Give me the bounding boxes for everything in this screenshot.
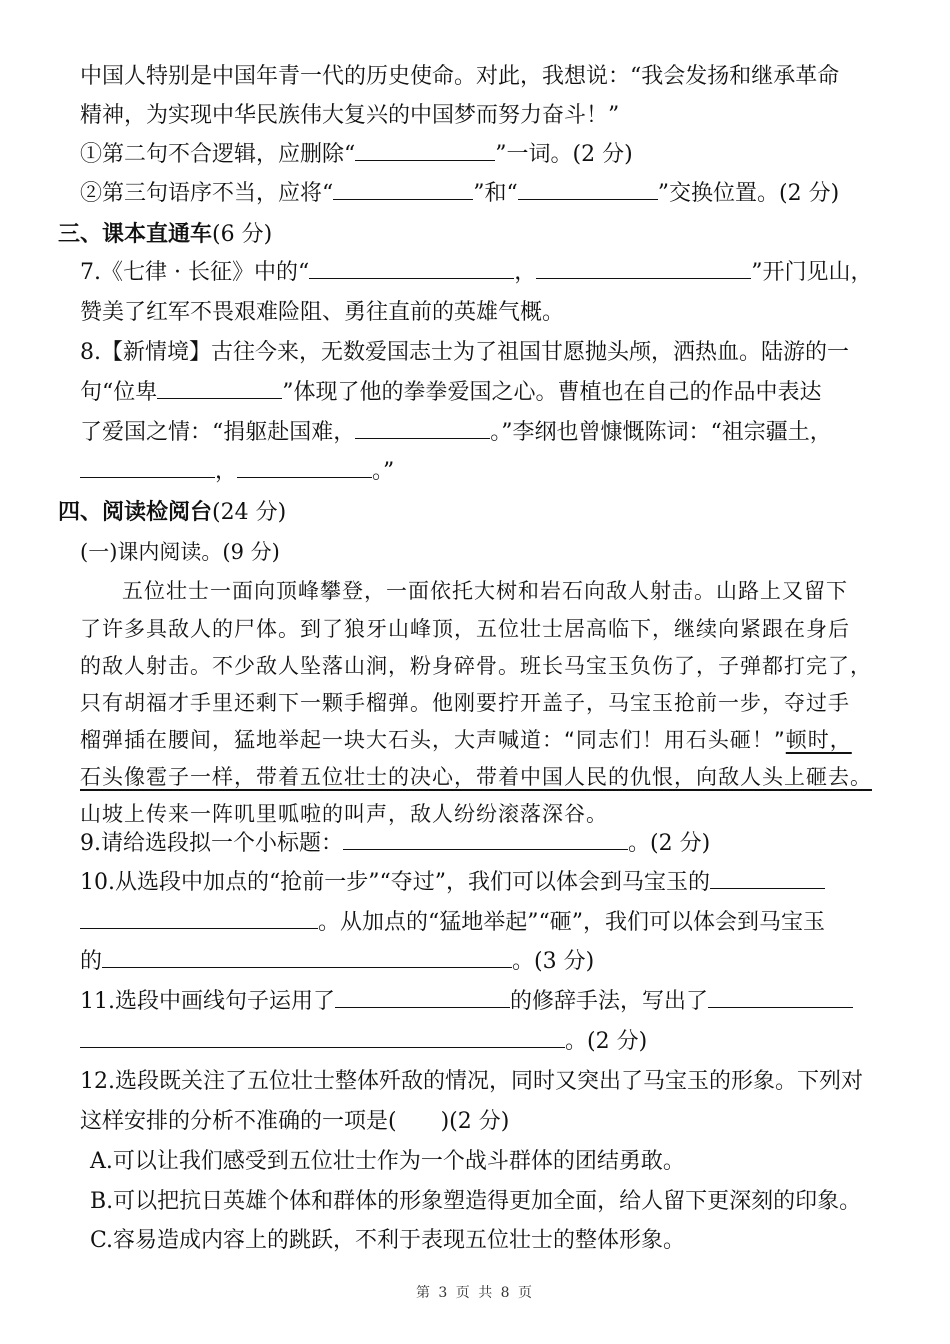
part-heading: (一)课内阅读。(9 分) bbox=[80, 540, 280, 564]
answer-blank[interactable] bbox=[355, 140, 495, 161]
question-9: 9.请给选段拟一个小标题： 。(2 分) bbox=[80, 831, 711, 856]
question-8: 8.【新情境】古往今来，无数爱国志士为了祖国甘愿抛头颅，洒热血。陆游的一 bbox=[80, 340, 849, 365]
text-line: 句“位卑 ”体现了他的拳拳爱国之心。曹植也在自己的作品中表达 bbox=[80, 380, 822, 405]
section-heading: 三、课本直通车(6 分) bbox=[58, 221, 273, 247]
text-line: 了爱国之情：“捐躯赴国难， 。”李纲也曾慷慨陈词：“祖宗疆土， bbox=[80, 420, 832, 445]
answer-blank[interactable] bbox=[157, 378, 282, 399]
text-line: 精神，为实现中华民族伟大复兴的中国梦而努力奋斗！” bbox=[80, 103, 620, 128]
passage-line: 了许多具敌人的尸体。到了狼牙山峰顶，五位壮士居高临下，继续向紧跟在身后 bbox=[80, 617, 850, 641]
answer-blank[interactable] bbox=[80, 457, 215, 478]
question-line: ①第二句不合逻辑，应删除“ ”一词。(2 分) bbox=[80, 142, 633, 167]
text-line: 的 。(3 分) bbox=[80, 949, 595, 974]
passage-line: 只有胡福才手里还剩下一颗手榴弹。他刚要拧开盖子，马宝玉抢前一步，夺过手 bbox=[80, 691, 850, 715]
text-line: 。从加点的“猛地举起”“砸”，我们可以体会到马宝玉 bbox=[80, 908, 892, 938]
underlined-sentence: 顿时， bbox=[785, 728, 852, 752]
answer-blank[interactable] bbox=[333, 179, 473, 200]
section-heading: 四、阅读检阅台(24 分) bbox=[58, 499, 287, 525]
answer-blank[interactable] bbox=[708, 987, 853, 1008]
passage-line: 榴弹插在腰间，猛地举起一块大石头，大声喊道：“同志们！用石头砸！”顿时， bbox=[80, 728, 852, 752]
text-line: 这样安排的分析不准确的一项是( )(2 分) bbox=[80, 1109, 510, 1134]
answer-blank[interactable] bbox=[102, 947, 512, 968]
text-line: 中国人特别是中国年青一代的历史使命。对此，我想说：“我会发扬和继承革命 bbox=[80, 64, 840, 89]
text-line: 赞美了红军不畏艰难险阻、勇往直前的英雄气概。 bbox=[80, 300, 565, 325]
option-a[interactable]: A.可以让我们感受到五位壮士作为一个战斗群体的团结勇敢。 bbox=[90, 1149, 685, 1174]
passage-line: 的敌人射击。不少敌人坠落山涧，粉身碎骨。班长马宝玉负伤了，子弹都打完了， bbox=[80, 654, 872, 678]
passage-line: 五位壮士一面向顶峰攀登，一面依托大树和岩石向敌人射击。山路上又留下 bbox=[122, 579, 848, 603]
page-footer: 第 3 页 共 8 页 bbox=[415, 1285, 535, 1301]
question-10: 10.从选段中加点的“抢前一步”“夺过”，我们可以体会到马宝玉的 bbox=[80, 868, 892, 898]
answer-blank[interactable] bbox=[518, 179, 658, 200]
answer-blank[interactable] bbox=[355, 418, 490, 439]
option-b[interactable]: B.可以把抗日英雄个体和群体的形象塑造得更加全面，给人留下更深刻的印象。 bbox=[90, 1189, 862, 1214]
passage-line: 山坡上传来一阵叽里呱啦的叫声，敌人纷纷滚落深谷。 bbox=[80, 802, 608, 826]
question-11: 11.选段中画线句子运用了 的修辞手法，写出了 bbox=[80, 987, 892, 1017]
answer-blank[interactable] bbox=[536, 258, 751, 279]
answer-blank[interactable] bbox=[309, 258, 514, 279]
question-12: 12.选段既关注了五位壮士整体歼敌的情况，同时又突出了马宝玉的形象。下列对 bbox=[80, 1069, 863, 1094]
answer-blank[interactable] bbox=[710, 868, 825, 889]
underlined-sentence: 石头像雹子一样，带着五位壮士的决心，带着中国人民的仇恨，向敌人头上砸去。 bbox=[80, 765, 872, 789]
passage-line bbox=[80, 762, 892, 792]
option-c[interactable]: C.容易造成内容上的跳跃，不利于表现五位壮士的整体形象。 bbox=[90, 1228, 686, 1253]
question-7: 7.《七律 · 长征》中的“ ， ”开门见山， bbox=[80, 260, 873, 285]
answer-blank[interactable] bbox=[335, 987, 510, 1008]
answer-blank[interactable] bbox=[343, 829, 628, 850]
answer-blank[interactable] bbox=[237, 457, 372, 478]
answer-blank[interactable] bbox=[80, 1027, 565, 1048]
text-line: ， 。” bbox=[80, 457, 892, 487]
answer-blank[interactable] bbox=[80, 908, 318, 929]
text-line: 。(2 分) bbox=[80, 1027, 892, 1057]
question-line: ②第三句语序不当，应将“ ”和“ ”交换位置。(2 分) bbox=[80, 181, 840, 206]
